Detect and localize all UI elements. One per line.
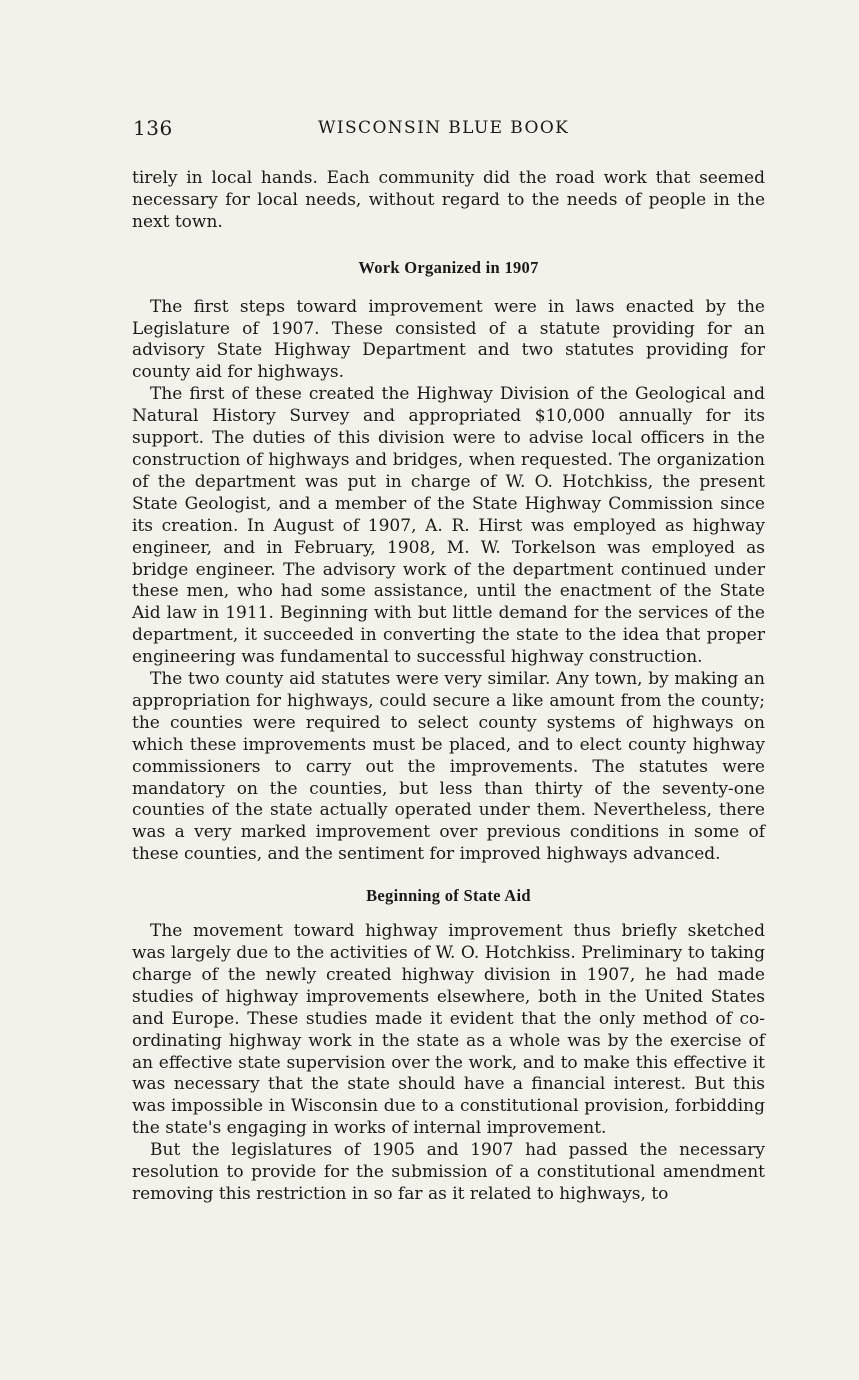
page-number: 136	[133, 116, 173, 140]
paragraph: The first steps toward improvement were in laws enacted by the Legislature of 1907. These consisted of a statute providing for an advisory State Highway Department and two statutes providing for county aid for highways.	[132, 296, 765, 383]
paragraph: The two county aid statutes were very similar. Any town, by making an appropriation for highways, could secure a like amount from the county; the counties were required to select county systems of highways on which these improvements must be placed, and to elect county highway commissioners to carry out the improvements. The statutes were mandatory on the counties, but less than thirty of the seventy-one counties of the state actually operated under them. Nevertheless, there was a very marked improvement over previous conditions in some of these counties, and the sentiment for improved highways advanced.	[132, 669, 765, 865]
page-body	[132, 168, 765, 1206]
continued-paragraph: tirely in local hands. Each community did the road work that seemed necessary for local needs, without regard to the needs of people in the next town.	[132, 168, 765, 232]
section-heading-work-organized: Work Organized in 1907	[358, 257, 539, 277]
book-title: WISCONSIN BLUE BOOK	[318, 118, 570, 138]
running-head	[133, 116, 765, 144]
paragraph: But the legislatures of 1905 and 1907 had passed the necessary resolution to provide for the submission of a constitutional amendment removing this restriction in so far as it related to highways, to	[132, 1140, 765, 1204]
paragraph: The first of these created the Highway Division of the Geological and Natural History Survey and appropriated $10,000 annually for its support. The duties of this division were to advise local officers in the construction of highways and bridges, when requested. The organization of the department was put in charge of W. O. Hotchkiss, the present State Geologist, and a member of the State Highway Commission since its creation. In August of 1907, A. R. Hirst was employed as highway engineer, and in February, 1908, M. W. Torkelson was employed as bridge engineer. The advisory work of the department continued under these men, who had some assistance, until the enactment of the State Aid law in 1911. Beginning with but little demand for the services of the department, it succeeded in converting the state to the idea that proper engineering was fundamental to successful highway construction.	[132, 384, 765, 668]
paragraph: The movement toward highway improvement thus briefly sketched was largely due to the activities of W. O. Hotchkiss. Preliminary to taking charge of the newly created highway division in 1907, he had made studies of highway improvements elsewhere, both in the United States and Europe. These studies made it evident that the only method of co-ordinating highway work in the state as a whole was by the exercise of an effective state supervision over the work, and to make this effective it was necessary that the state should have a financial interest. But this was impossible in Wisconsin due to a constitutional provision, forbidding the state's engaging in works of internal improvement.	[132, 921, 765, 1139]
section-heading-state-aid: Beginning of State Aid	[366, 886, 531, 906]
